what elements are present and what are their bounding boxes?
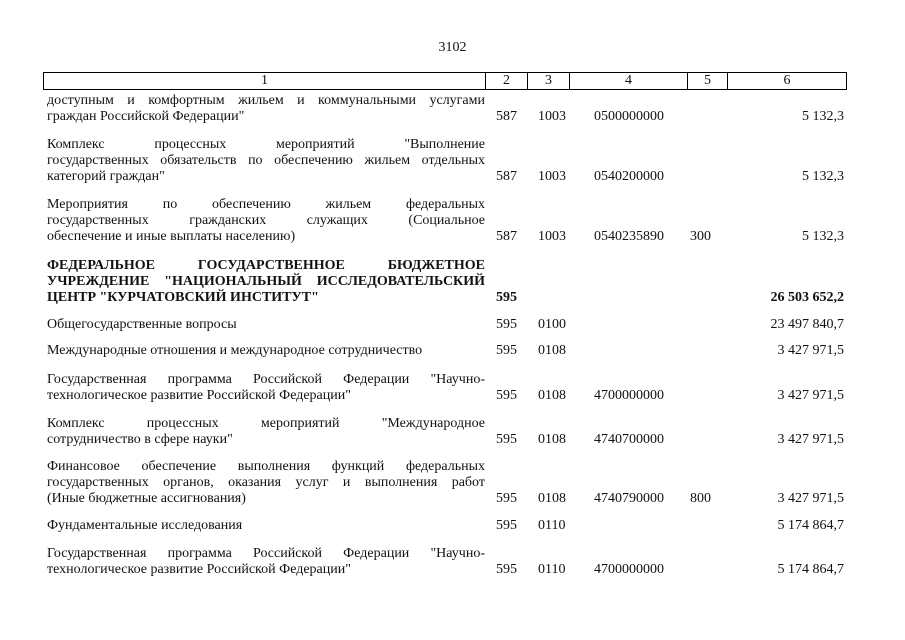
row-name-line: УЧРЕЖДЕНИЕ "НАЦИОНАЛЬНЫЙ ИССЛЕДОВАТЕЛЬСКИЙ: [47, 274, 485, 289]
amount-value: 5 132,3: [802, 109, 844, 124]
ministry-code: 595: [496, 562, 517, 577]
column-header-4: 4: [570, 73, 688, 90]
row-name: [47, 137, 485, 185]
row-name-line: сотрудничество в сфере науки": [47, 432, 233, 447]
amount-value: 3 427 971,5: [777, 432, 844, 447]
column-header-3: 3: [528, 73, 570, 90]
ministry-code: 587: [496, 229, 517, 244]
section-code: 0108: [538, 491, 566, 506]
section-code: 1003: [538, 229, 566, 244]
row-name-line: доступным и комфортным жильем и коммунальными услугами: [47, 93, 485, 108]
ministry-code: 595: [496, 518, 517, 533]
row-name-line: Комплекс процессных мероприятий "Выполнение: [47, 137, 485, 152]
section-code: 0108: [538, 343, 566, 358]
section-code: 0108: [538, 388, 566, 403]
ministry-code: 587: [496, 109, 517, 124]
row-name: [47, 93, 485, 125]
amount-value: 5 132,3: [802, 229, 844, 244]
ministry-code: 595: [496, 388, 517, 403]
row-name-line: обеспечение и иные выплаты населению): [47, 229, 296, 244]
ministry-code: 595: [496, 317, 517, 332]
row-name-line: Комплекс процессных мероприятий "Международное: [47, 416, 485, 431]
target-article-code: 4700000000: [594, 388, 664, 403]
section-code: 0110: [538, 562, 566, 577]
row-name-line: государственных органов, оказания услуг и выполнения работ: [47, 475, 485, 490]
target-article-code: 4740790000: [594, 491, 664, 506]
amount-value: 23 497 840,7: [770, 317, 844, 332]
amount-value: 5 132,3: [802, 169, 844, 184]
row-name-line: Государственная программа Российской Федерации "Научно-: [47, 372, 485, 387]
section-code: 1003: [538, 169, 566, 184]
amount-value: 3 427 971,5: [777, 388, 844, 403]
column-header-6: 6: [728, 73, 847, 90]
row-name-line: ФЕДЕРАЛЬНОЕ ГОСУДАРСТВЕННОЕ БЮДЖЕТНОЕ: [47, 258, 485, 273]
row-name-line: государственных гражданских служащих (Социальное: [47, 213, 485, 228]
row-name: [47, 372, 485, 404]
column-header-5: 5: [688, 73, 728, 90]
page-number: 3102: [438, 40, 467, 55]
row-name-line: технологическое развитие Российской Федерации": [47, 388, 351, 403]
row-name: [47, 459, 485, 507]
ministry-code: 595: [496, 491, 517, 506]
amount-value: 5 174 864,7: [777, 518, 844, 533]
section-code: 0100: [538, 317, 566, 332]
expense-type-code: 300: [690, 229, 711, 244]
section-code: 1003: [538, 109, 566, 124]
amount-value: 3 427 971,5: [777, 491, 844, 506]
target-article-code: 4740700000: [594, 432, 664, 447]
target-article-code: 0540235890: [594, 229, 664, 244]
section-code: 0108: [538, 432, 566, 447]
ministry-code: 595: [496, 432, 517, 447]
row-name: [47, 317, 485, 333]
row-name-line: Фундаментальные исследования: [47, 518, 243, 533]
column-header-2: 2: [486, 73, 528, 90]
row-name-line: Общегосударственные вопросы: [47, 317, 237, 332]
target-article-code: 4700000000: [594, 562, 664, 577]
column-header-1: 1: [44, 73, 486, 90]
row-name-line: категорий граждан": [47, 169, 165, 184]
row-name-line: технологическое развитие Российской Федерации": [47, 562, 351, 577]
ministry-code: 587: [496, 169, 517, 184]
row-name-line: Финансовое обеспечение выполнения функций федеральных: [47, 459, 485, 474]
amount-value: 26 503 652,2: [770, 290, 844, 305]
row-name-line: Государственная программа Российской Федерации "Научно-: [47, 546, 485, 561]
row-name: [47, 416, 485, 448]
row-name: [47, 518, 485, 534]
expense-type-code: 800: [690, 491, 711, 506]
row-name-line: граждан Российской Федерации": [47, 109, 245, 124]
ministry-code: 595: [496, 343, 517, 358]
target-article-code: 0540200000: [594, 169, 664, 184]
row-name: [47, 343, 485, 359]
row-name: [47, 546, 485, 578]
row-name: [47, 258, 485, 306]
amount-value: 3 427 971,5: [777, 343, 844, 358]
section-code: 0110: [538, 518, 566, 533]
row-name-line: государственных обязательств по обеспечению жильем отдельных: [47, 153, 485, 168]
ministry-code: 595: [496, 290, 517, 305]
row-name-line: Мероприятия по обеспечению жильем федеральных: [47, 197, 485, 212]
target-article-code: 0500000000: [594, 109, 664, 124]
row-name: [47, 197, 485, 245]
row-name-line: ЦЕНТР "КУРЧАТОВСКИЙ ИНСТИТУТ": [47, 290, 319, 305]
row-name-line: (Иные бюджетные ассигнования): [47, 491, 246, 506]
row-name-line: Международные отношения и международное сотрудничество: [47, 343, 423, 358]
amount-value: 5 174 864,7: [777, 562, 844, 577]
